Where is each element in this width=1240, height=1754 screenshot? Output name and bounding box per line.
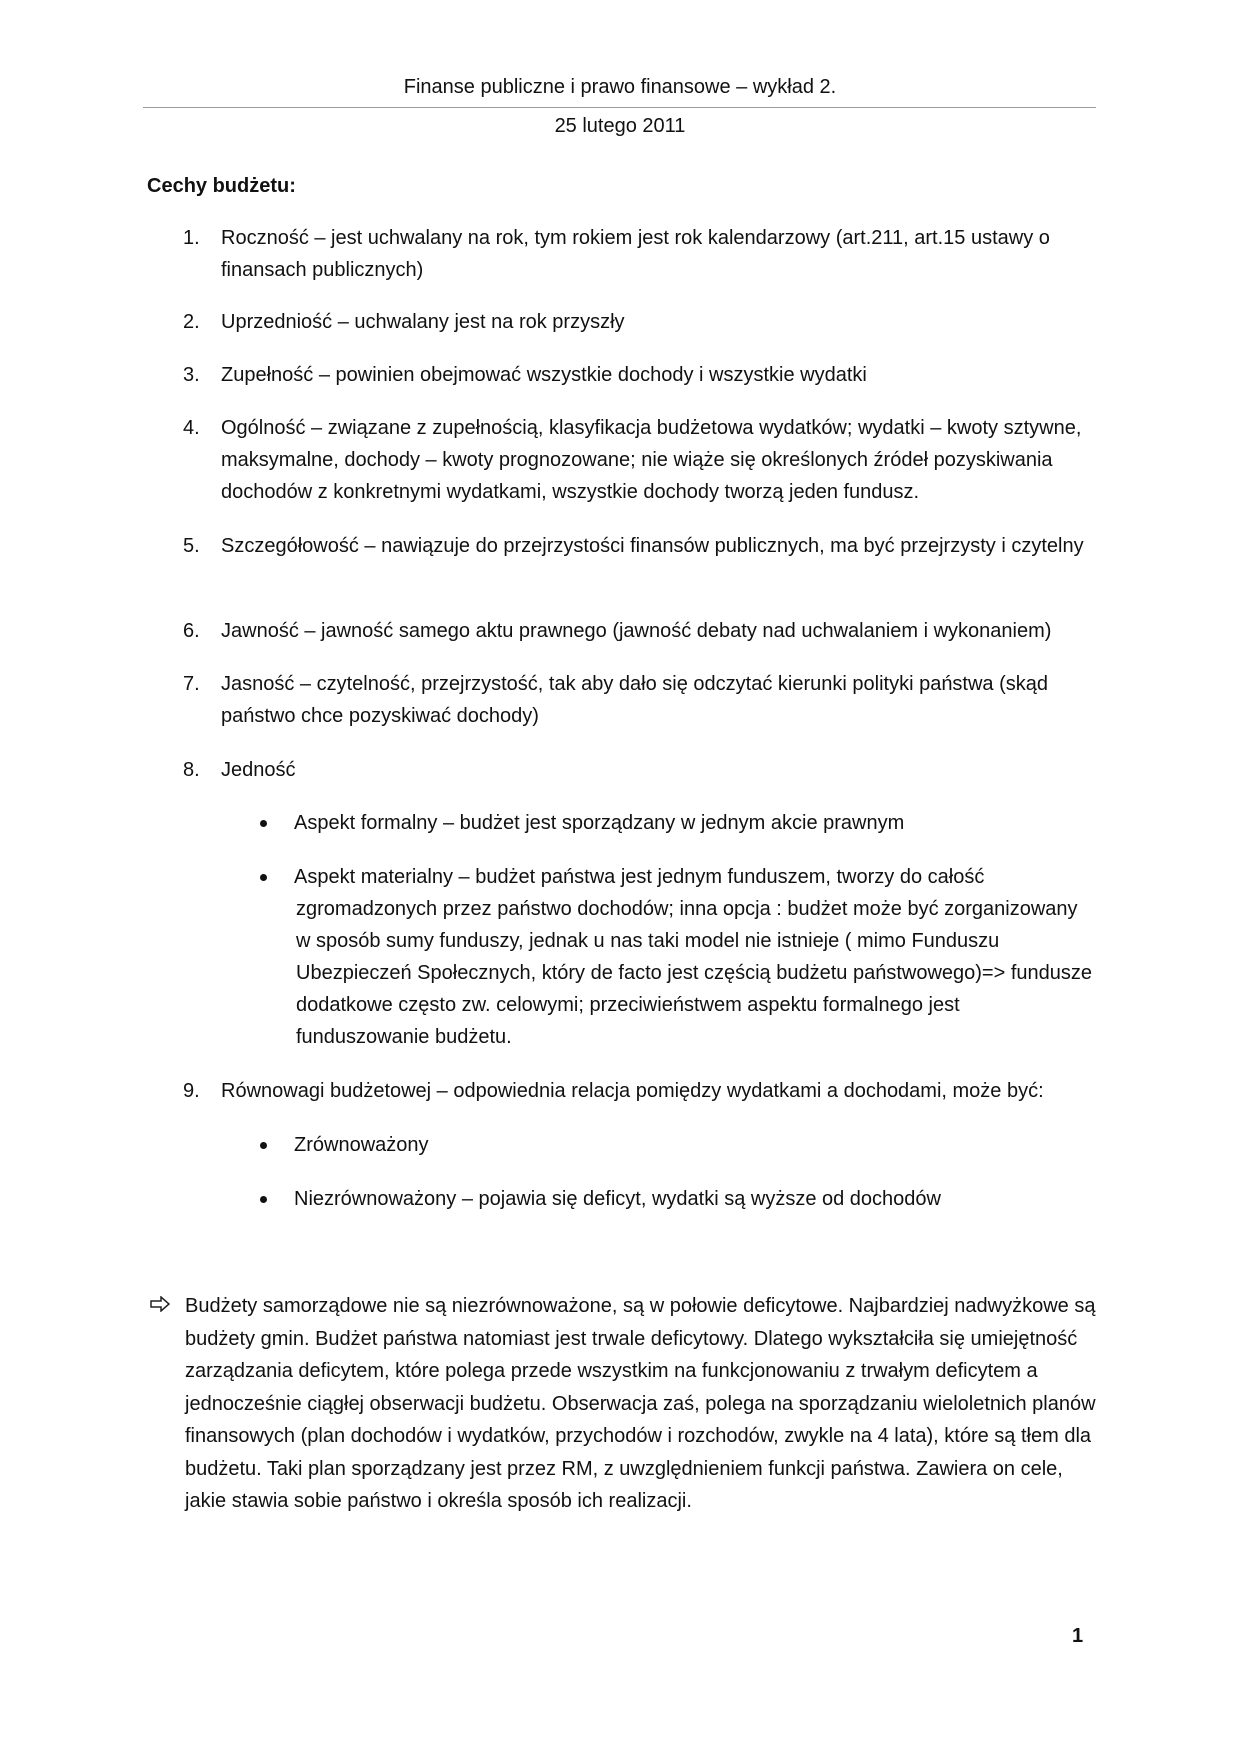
list-item-number: 4. (183, 417, 200, 439)
list-item-number: 2. (183, 311, 200, 333)
arrow-right-outline-icon (150, 1296, 170, 1312)
list-item-number: 9. (183, 1080, 200, 1102)
header-title: Finanse publiczne i prawo finansowe – wykład 2. (403, 76, 837, 98)
sub-list-item: Niezrównoważony – pojawia się deficyt, wydatki są wyższe od dochodów (294, 1188, 941, 1210)
sub-list-item: Aspekt materialny – budżet państwa jest jednym funduszem, tworzy do całość zgromadzonych przez państwo dochodów; inna opcja : budżet może być zorganizowany w sposób sumy funduszy, jednak u nas taki model nie istnieje ( mimo Funduszu Ubezpieczeń Społecznych, który de facto jest częścią budżetu państwowego)=> fundusze dodatkowe często zw. celowymi; przeciwieństwem aspektu formalnego jest funduszowanie budżetu. (294, 866, 1093, 1048)
list-item-number: 8. (183, 759, 200, 781)
sub-list-item: Aspekt formalny – budżet jest sporządzany w jednym akcie prawnym (294, 812, 905, 834)
bullet-icon (260, 820, 267, 827)
list-item-text: Jedność (221, 759, 296, 781)
list-item-number: 5. (183, 535, 200, 557)
list-item-number: 7. (183, 673, 200, 695)
bullet-icon (260, 874, 267, 881)
page-number: 1 (1072, 1625, 1084, 1647)
list-item-text: Uprzedniość – uchwalany jest na rok przyszły (221, 311, 625, 333)
list-item-number: 3. (183, 364, 200, 386)
list-item-number: 6. (183, 620, 200, 642)
list-item-text: Jasność – czytelność, przejrzystość, tak aby dało się odczytać kierunki polityki państwa (skąd państwo chce pozyskiwać dochody) (221, 673, 1049, 727)
section-title: Cechy budżetu: (147, 175, 296, 197)
list-item-text: Zupełność – powinien obejmować wszystkie dochody i wszystkie wydatki (221, 364, 867, 386)
list-item-text: Ogólność – związane z zupełnością, klasyfikacja budżetowa wydatków; wydatki – kwoty sztywne, maksymalne, dochody – kwoty prognozowane; nie wiąże się określonych źródeł pozyskiwania dochodów z konkretnymi wydatkami, wszystkie dochody tworzą jeden fundusz. (221, 417, 1082, 503)
list-item-text: Szczegółowość – nawiązuje do przejrzystości finansów publicznych, ma być przejrzysty i czytelny (221, 535, 1084, 557)
header-divider (143, 107, 1096, 108)
list-item-text: Roczność – jest uchwalany na rok, tym rokiem jest rok kalendarzowy (art.211, art.15 ustawy o finansach publicznych) (221, 227, 1050, 281)
sub-list-item: Zrównoważony (294, 1134, 429, 1156)
note-paragraph: Budżety samorządowe nie są niezrównoważone, są w połowie deficytowe. Najbardziej nadwyżkowe są budżety gmin. Budżet państwa natomiast jest trwale deficytowy. Dlatego wykształciła się umiejętność zarządzania deficytem, które polega przede wszystkim na funkcjonowaniu z trwałym deficytem a jednocześnie ciągłej obserwacji budżetu. Obserwacja zaś, polega na sporządzaniu wieloletnich planów finansowych (plan dochodów i wydatków, przychodów i rozchodów, zwykle na 4 lata), które są tłem dla budżetu. Taki plan sporządzany jest przez RM, z uwzględnieniem funkcji państwa. Zawiera on cele, jakie stawia sobie państwo i określa sposób ich realizacji. (185, 1295, 1096, 1512)
list-item-text: Jawność – jawność samego aktu prawnego (jawność debaty nad uchwalaniem i wykonaniem) (221, 620, 1052, 642)
bullet-icon (260, 1196, 267, 1203)
header-date: 25 lutego 2011 (554, 115, 686, 137)
list-item-number: 1. (183, 227, 200, 249)
bullet-icon (260, 1142, 267, 1149)
list-item-text: Równowagi budżetowej – odpowiednia relacja pomiędzy wydatkami a dochodami, może być: (221, 1080, 1044, 1102)
